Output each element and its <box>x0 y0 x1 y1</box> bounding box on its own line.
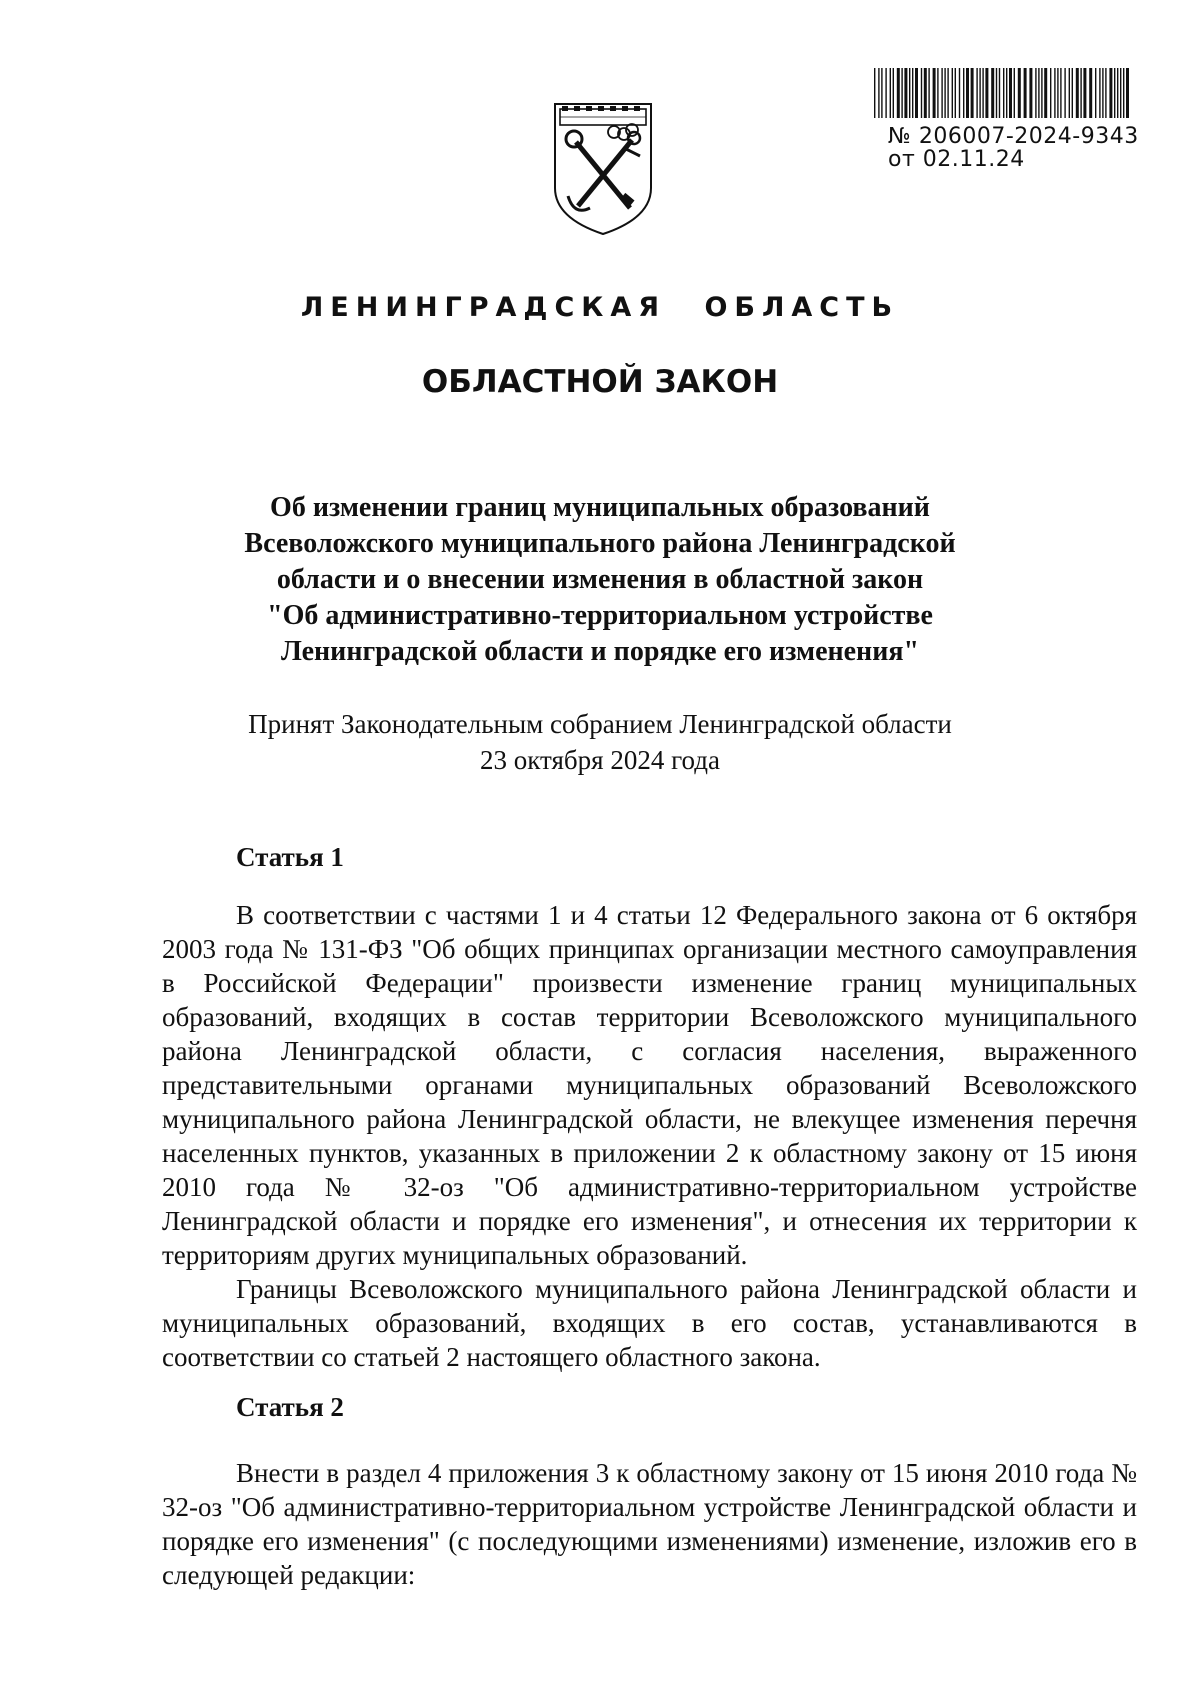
barcode-bar <box>937 68 938 118</box>
barcode-bar <box>933 68 936 118</box>
barcode-bar <box>976 68 977 118</box>
barcode-bar <box>1035 68 1036 118</box>
barcode-bar <box>1114 68 1115 118</box>
barcode-bar <box>1126 68 1129 118</box>
barcode-bar <box>1123 68 1124 118</box>
barcode-bar <box>1044 68 1047 118</box>
barcode-bar <box>904 68 907 118</box>
barcode-bar <box>1029 68 1032 118</box>
barcode-bar <box>1050 68 1051 118</box>
article-1-paragraph-1: В соответствии с частями 1 и 4 статьи 12 Федерального закона от 6 октября 2003 года № 131-ФЗ "Об общих принципах организации местного самоуправления в Российской Федерации" произвести изменение границ муниципальных образований, входящих в состав территории Всеволожского муниципального района Ленинградской области, с согласия населения, выраженного представительными органами муниципальных образований Всеволожского муниципального района Ленинградской области, не влекущее изменения перечня населенных пунктов, указанных в приложении 2 к областному закону от 15 июня 2010 года № 32-оз "Об административно-территориальном устройстве Ленинградской области и порядке его изменения", и отнесения их территории к территориям других муниципальных образований. <box>162 900 1137 1270</box>
law-title-line: Ленинградской области и порядке его изменения" <box>280 636 920 667</box>
article-2-heading: Статья 2 <box>236 1392 344 1422</box>
barcode-bar <box>1120 68 1121 118</box>
barcode-bar <box>944 68 945 118</box>
barcode-bar <box>1024 68 1027 118</box>
barcode-bar <box>909 68 910 118</box>
barcode-bar <box>1038 68 1039 118</box>
barcode-bar <box>991 68 994 118</box>
barcode-bar <box>971 68 974 118</box>
barcode-bar <box>1060 68 1061 118</box>
barcode-bar <box>1054 68 1055 118</box>
barcode-bar <box>1041 68 1042 118</box>
barcode <box>872 68 1132 118</box>
barcode-bar <box>1095 68 1096 118</box>
law-type-heading: ОБЛАСТНОЙ ЗАКОН <box>421 364 779 400</box>
barcode-bar <box>1102 68 1103 118</box>
barcode-bar <box>921 68 922 118</box>
coat-of-arms-emblem <box>552 96 654 236</box>
article-1-heading: Статья 1 <box>236 842 344 872</box>
barcode-bar <box>952 68 953 118</box>
barcode-bar <box>1089 68 1092 118</box>
barcode-bar <box>1018 68 1021 118</box>
law-title <box>150 490 1050 670</box>
barcode-bar <box>915 68 918 118</box>
barcode-bar <box>959 68 960 118</box>
article-1-paragraph-2: Границы Всеволожского муниципального района Ленинградской области и муниципальных образований, входящих в его состав, устанавливаются в соответствии со статьей 2 настоящего областного закона. <box>162 1274 1137 1372</box>
article-2-paragraph-1: Внести в раздел 4 приложения 3 к областному закону от 15 июня 2010 года № 32-оз "Об административно-территориальном устройстве Ленинградской области и порядке его изменения" (с последующими изменениями) изменение, изложив его в следующей редакции: <box>162 1458 1137 1590</box>
barcode-bar <box>1009 68 1012 118</box>
registration-date: от 02.11.24 <box>888 147 1025 172</box>
barcode-bar <box>924 68 927 118</box>
barcode-bar <box>928 68 929 118</box>
barcode-bar <box>1064 68 1065 118</box>
barcode-bar <box>996 68 997 118</box>
barcode-bar <box>878 68 879 118</box>
barcode-bar <box>1003 68 1004 118</box>
adoption-body: Принят Законодательным собранием Ленинградской области <box>248 709 952 739</box>
barcode-bar <box>1109 68 1112 118</box>
barcode-bar <box>1099 68 1100 118</box>
barcode-bar <box>1076 68 1079 118</box>
barcode-bar <box>1105 68 1106 118</box>
barcode-bar <box>885 68 886 118</box>
adoption-date: 23 октября 2024 года <box>480 745 720 775</box>
barcode-bar <box>890 68 891 118</box>
barcode-bar <box>985 68 988 118</box>
barcode-bar <box>912 68 913 118</box>
registration-number: № 206007-2024-9343 <box>888 124 1139 149</box>
barcode-bar <box>1080 68 1081 118</box>
law-title-line: Всеволожского муниципального района Ленинградской <box>244 528 956 559</box>
barcode-bar <box>1083 68 1086 118</box>
adoption-note <box>150 706 1050 778</box>
barcode-bar <box>941 68 942 118</box>
barcode-bar <box>982 68 983 118</box>
barcode-bar <box>1117 68 1118 118</box>
region-name: ЛЕНИНГРАДСКАЯ ОБЛАСТЬ <box>300 292 900 323</box>
law-title-line: области и о внесении изменения в областной закон <box>276 564 924 595</box>
barcode-bar <box>947 68 948 118</box>
barcode-bar <box>1057 68 1058 118</box>
barcode-bar <box>1006 68 1007 118</box>
law-title-line: "Об административно-территориальном устройстве <box>267 600 933 631</box>
barcode-bar <box>979 68 980 118</box>
barcode-bar <box>1072 68 1073 118</box>
barcode-bar <box>1069 68 1070 118</box>
barcode-bar <box>966 68 969 118</box>
barcode-bar <box>955 68 956 118</box>
barcode-bar <box>999 68 1000 118</box>
article-2-body <box>162 1456 1137 1592</box>
barcode-bar <box>897 68 900 118</box>
barcode-bar <box>1014 68 1015 118</box>
barcode-bar <box>893 68 894 118</box>
article-1-body <box>162 898 1137 1374</box>
barcode-bar <box>901 68 902 118</box>
barcode-bar <box>874 68 875 118</box>
barcode-bar <box>963 68 964 118</box>
law-title-line: Об изменении границ муниципальных образований <box>270 492 930 523</box>
barcode-bar <box>881 68 882 118</box>
